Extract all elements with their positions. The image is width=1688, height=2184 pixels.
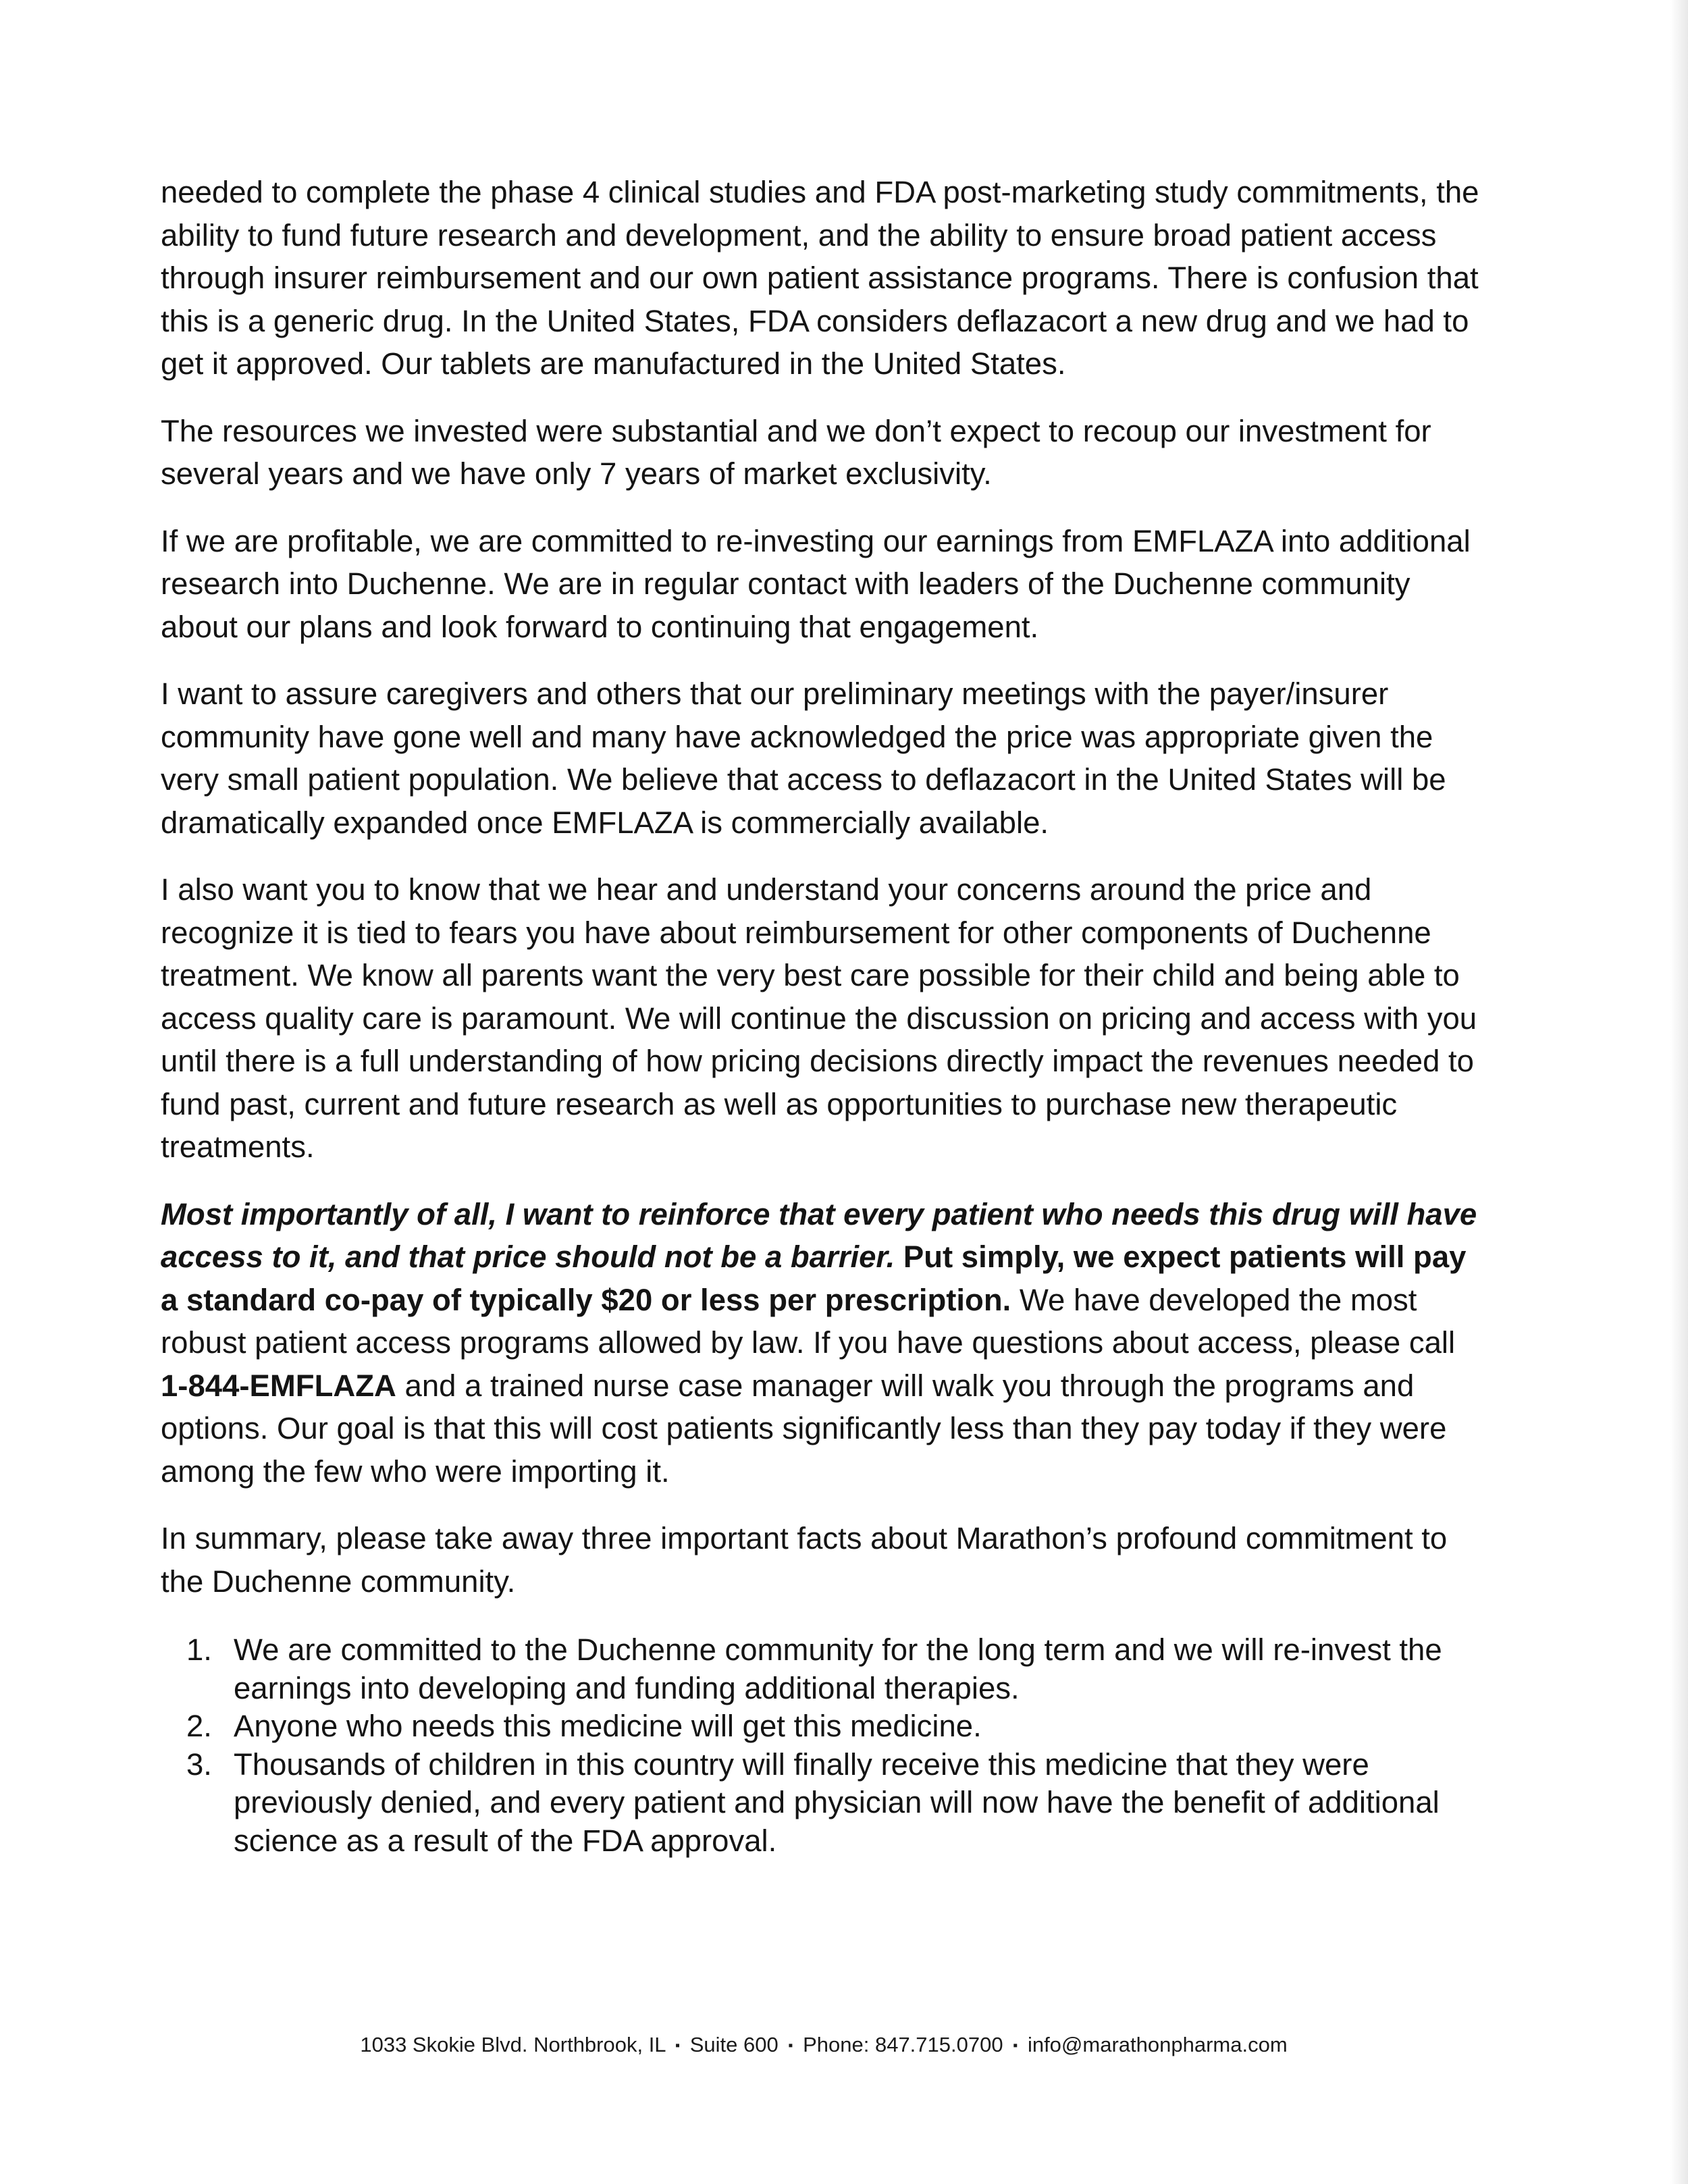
- list-item: [161, 1631, 1484, 1707]
- paragraph-concerns: I also want you to know that we hear and understand your concerns around the price and recognize it is tied to fears you have about reimbursement for other components of Duchenne treatment. We know all parents want the very best care possible for their child and being able to access quality care is paramount. We will continue the discussion on pricing and access with you until there is a full understanding of how pricing decisions directly impact the revenues needed to fund past, current and future research as well as opportunities to purchase new therapeutic treatments.: [161, 872, 1477, 1164]
- paragraph-payer-meetings: I want to assure caregivers and others that our preliminary meetings with the payer/insurer community have gone well and many have acknowledged the price was appropriate given the very small patient population. We believe that access to deflazacort in the United States will be dramatically expanded once EMFLAZA is commercially available.: [161, 676, 1446, 840]
- list-item-number: 1.: [186, 1632, 212, 1667]
- letter-body: [161, 171, 1484, 1860]
- list-item-text: We are committed to the Duchenne community for the long term and we will re-invest the earnings into developing and funding additional therapies.: [234, 1632, 1442, 1705]
- access-pledge-emphasis: Most importantly of all, I want to reinforce that every patient who needs this drug will have access to it, and that price should not be a barrier.: [161, 1196, 1477, 1274]
- paragraph-investment: The resources we invested were substantial and we don’t expect to recoup our investment for several years and we have only 7 years of market exclusivity.: [161, 413, 1431, 491]
- list-item: [161, 1707, 1484, 1746]
- footer-phone: Phone: 847.715.0700: [803, 2033, 1003, 2056]
- footer-separator: ▪: [675, 2038, 681, 2053]
- key-facts-list: [161, 1631, 1484, 1860]
- footer-separator: ▪: [1013, 2038, 1018, 2053]
- list-item-text: Thousands of children in this country will finally receive this medicine that they were previously denied, and every patient and physician will now have the benefit of additional science as a result of the FDA approval.: [234, 1747, 1440, 1858]
- footer-email-link[interactable]: info@marathonpharma.com: [1027, 2033, 1288, 2056]
- nurse-case-manager-text: and a trained nurse case manager will walk you through the programs and options. Our goal is that this will cost patients significantly less than they pay today if they were among the few who were importing it.: [161, 1368, 1447, 1489]
- scan-edge-shadow: [1670, 0, 1688, 2184]
- paragraph-funding: needed to complete the phase 4 clinical studies and FDA post-marketing study commitments, the ability to fund future research and development, and the ability to ensure broad patient access through insurer reimbursement and our own patient assistance programs. There is confusion that this is a generic drug. In the United States, FDA considers deflazacort a new drug and we had to get it approved. Our tablets are manufactured in the United States.: [161, 175, 1479, 381]
- footer-separator: ▪: [788, 2038, 793, 2053]
- letterhead-footer: [0, 2031, 1647, 2059]
- paragraph-summary-intro: In summary, please take away three important facts about Marathon’s profound commitment to the Duchenne community.: [161, 1521, 1448, 1599]
- access-phone-number: 1-844-EMFLAZA: [161, 1368, 396, 1403]
- copay-statement: Put simply, we expect patients will pay a standard co-pay of typically $20 or less per prescription.: [161, 1240, 1467, 1317]
- footer-address: 1033 Skokie Blvd. Northbrook, IL: [360, 2033, 666, 2056]
- access-programs-text: We have developed the most robust patient access programs allowed by law. If you have questions about access, please call: [161, 1282, 1456, 1360]
- list-item-number: 2.: [186, 1709, 212, 1743]
- list-item-number: 3.: [186, 1747, 212, 1782]
- list-item: [161, 1746, 1484, 1861]
- paragraph-access-commitment: [161, 1193, 1484, 1493]
- list-item-text: Anyone who needs this medicine will get this medicine.: [234, 1709, 982, 1743]
- paragraph-reinvesting: If we are profitable, we are committed to re-investing our earnings from EMFLAZA into additional research into Duchenne. We are in regular contact with leaders of the Duchenne community about our plans and look forward to continuing that engagement.: [161, 523, 1471, 644]
- footer-suite: Suite 600: [689, 2033, 779, 2056]
